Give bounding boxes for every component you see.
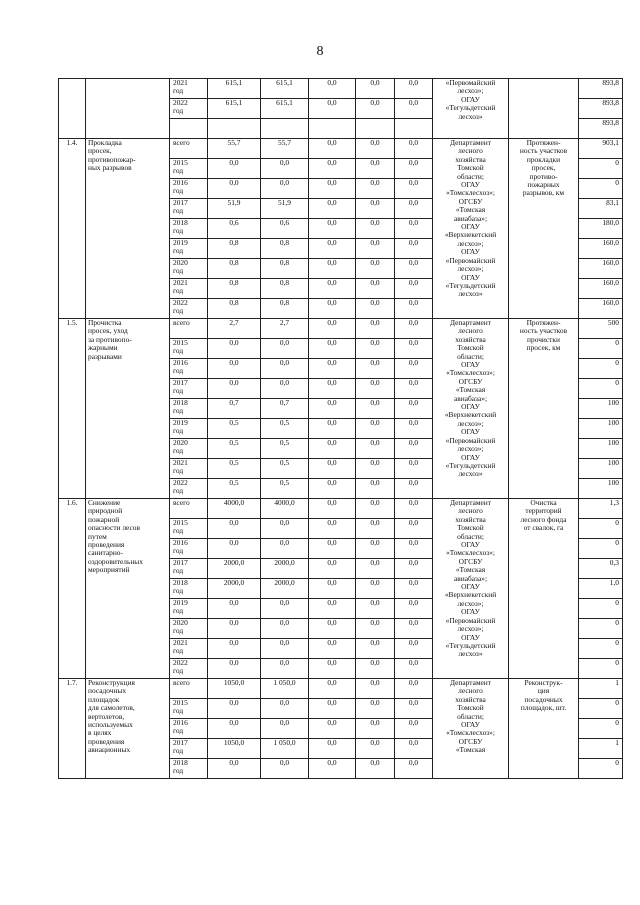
value-cell-3: 0,0 (309, 459, 356, 479)
value-cell-1: 615,1 (208, 99, 261, 119)
number-cell (59, 79, 86, 139)
year-cell: 2021 год (170, 79, 208, 99)
year-cell: 2019 год (170, 599, 208, 619)
value-cell-4: 0,0 (356, 399, 395, 419)
year-cell: 2022 год (170, 299, 208, 319)
target-cell: 1 (579, 679, 623, 699)
target-cell: 160,0 (579, 239, 623, 259)
value-cell-2: 0,0 (261, 659, 309, 679)
target-cell: 1 (579, 739, 623, 759)
indicator-cell: Протяжен- ность участков прокладки просек, противо- пожарных разрывов, км (509, 139, 579, 319)
value-cell-2: 0,0 (261, 179, 309, 199)
year-cell: всего (170, 679, 208, 699)
value-cell-3: 0,0 (309, 759, 356, 779)
value-cell-4: 0,0 (356, 699, 395, 719)
value-cell-2: 615,1 (261, 79, 309, 99)
table-body (59, 79, 623, 779)
year-cell: 2015 год (170, 159, 208, 179)
value-cell-5: 0,0 (395, 459, 433, 479)
year-cell: 2018 год (170, 759, 208, 779)
year-cell: 2020 год (170, 439, 208, 459)
target-cell: 0 (579, 699, 623, 719)
value-cell-4: 0,0 (356, 659, 395, 679)
year-cell: 2020 год (170, 619, 208, 639)
item-number-cell: 1.4. (59, 139, 86, 319)
value-cell-2: 0,8 (261, 299, 309, 319)
value-cell-1: 51,9 (208, 199, 261, 219)
year-cell: 2018 год (170, 219, 208, 239)
value-cell-3: 0,0 (309, 599, 356, 619)
value-cell-1: 0,7 (208, 399, 261, 419)
indicator-cell: Очистка территорий лесного фонда от свалок, га (509, 499, 579, 679)
value-cell-4: 0,0 (356, 379, 395, 399)
value-cell-1: 0,0 (208, 359, 261, 379)
table-row (59, 499, 623, 519)
value-cell-2: 2,7 (261, 319, 309, 339)
event-name-cell (86, 79, 170, 139)
event-name-cell: Снижение природной пожарной опасности лесов путем проведения санитарно- оздоровительных мероприятий (86, 499, 170, 679)
value-cell-5: 0,0 (395, 599, 433, 619)
value-cell-5: 0,0 (395, 259, 433, 279)
year-cell: 2017 год (170, 199, 208, 219)
value-cell-1 (208, 119, 261, 139)
value-cell-1: 0,6 (208, 219, 261, 239)
value-cell-5: 0,0 (395, 359, 433, 379)
target-cell: 500 (579, 319, 623, 339)
value-cell-3: 0,0 (309, 439, 356, 459)
year-cell: 2021 год (170, 279, 208, 299)
value-cell-5: 0,0 (395, 539, 433, 559)
year-cell: 2018 год (170, 579, 208, 599)
value-cell-4: 0,0 (356, 739, 395, 759)
year-cell: 2017 год (170, 379, 208, 399)
value-cell-1: 0,0 (208, 179, 261, 199)
value-cell-2: 0,5 (261, 439, 309, 459)
value-cell-5: 0,0 (395, 99, 433, 119)
item-number-cell: 1.7. (59, 679, 86, 779)
value-cell-4: 0,0 (356, 499, 395, 519)
value-cell-4: 0,0 (356, 359, 395, 379)
target-cell: 0 (579, 759, 623, 779)
target-cell: 100 (579, 399, 623, 419)
value-cell-2: 0,5 (261, 419, 309, 439)
target-cell: 0 (579, 719, 623, 739)
value-cell-4: 0,0 (356, 619, 395, 639)
value-cell-4: 0,0 (356, 79, 395, 99)
executor-cell: Департамент лесного хозяйства Томской области; ОГАУ «Томсклесхоз»; ОГСБУ «Томская (433, 679, 509, 779)
value-cell-3: 0,0 (309, 639, 356, 659)
value-cell-5: 0,0 (395, 399, 433, 419)
value-cell-5: 0,0 (395, 679, 433, 699)
value-cell-4: 0,0 (356, 259, 395, 279)
year-cell (170, 119, 208, 139)
value-cell-5: 0,0 (395, 439, 433, 459)
value-cell-1: 0,0 (208, 659, 261, 679)
year-cell: 2015 год (170, 519, 208, 539)
year-cell: 2022 год (170, 659, 208, 679)
target-cell: 903,1 (579, 139, 623, 159)
value-cell-4: 0,0 (356, 459, 395, 479)
target-cell: 893,8 (579, 99, 623, 119)
value-cell-3: 0,0 (309, 679, 356, 699)
target-cell: 83,1 (579, 199, 623, 219)
value-cell-1: 615,1 (208, 79, 261, 99)
target-cell: 0 (579, 639, 623, 659)
value-cell-3: 0,0 (309, 239, 356, 259)
target-cell: 0 (579, 659, 623, 679)
value-cell-2: 1 050,0 (261, 739, 309, 759)
value-cell-1: 0,0 (208, 519, 261, 539)
year-cell: всего (170, 499, 208, 519)
target-cell: 180,0 (579, 219, 623, 239)
value-cell-5: 0,0 (395, 499, 433, 519)
year-cell: 2022 год (170, 479, 208, 499)
executor-cell: Департамент лесного хозяйства Томской области; ОГАУ «Томсклесхоз»; ОГСБУ «Томская авиабаза»; ОГАУ «Верхнекетский лесхоз»; ОГАУ «Первомайский лесхоз»; ОГАУ «Тегульдетский лесхоз» (433, 499, 509, 679)
value-cell-4: 0,0 (356, 759, 395, 779)
value-cell-1: 0,0 (208, 159, 261, 179)
value-cell-3: 0,0 (309, 659, 356, 679)
value-cell-1: 0,0 (208, 759, 261, 779)
target-cell: 0 (579, 359, 623, 379)
value-cell-4: 0,0 (356, 639, 395, 659)
value-cell-1: 0,0 (208, 539, 261, 559)
value-cell-2: 1 050,0 (261, 679, 309, 699)
program-table (58, 78, 623, 779)
event-name-cell: Прочистка просек, уход за противопо- жарными разрывами (86, 319, 170, 499)
value-cell-5: 0,0 (395, 279, 433, 299)
target-cell: 0 (579, 619, 623, 639)
value-cell-4: 0,0 (356, 99, 395, 119)
value-cell-2: 0,6 (261, 219, 309, 239)
value-cell-4: 0,0 (356, 159, 395, 179)
year-cell: всего (170, 139, 208, 159)
value-cell-2: 0,0 (261, 539, 309, 559)
value-cell-5: 0,0 (395, 199, 433, 219)
year-cell: 2016 год (170, 359, 208, 379)
value-cell-2: 2000,0 (261, 579, 309, 599)
indicator-cell (509, 79, 579, 139)
year-cell: 2022 год (170, 99, 208, 119)
value-cell-3: 0,0 (309, 699, 356, 719)
value-cell-1: 0,5 (208, 459, 261, 479)
value-cell-1: 0,5 (208, 419, 261, 439)
value-cell-4: 0,0 (356, 679, 395, 699)
value-cell-5: 0,0 (395, 139, 433, 159)
target-cell: 160,0 (579, 259, 623, 279)
target-cell: 0 (579, 519, 623, 539)
event-name-cell: Прокладка просек, противопожар- ных разрывов (86, 139, 170, 319)
value-cell-5: 0,0 (395, 299, 433, 319)
value-cell-3: 0,0 (309, 219, 356, 239)
year-cell: 2016 год (170, 539, 208, 559)
value-cell-1: 0,5 (208, 439, 261, 459)
value-cell-4: 0,0 (356, 319, 395, 339)
value-cell-4 (356, 119, 395, 139)
table-row (59, 139, 623, 159)
value-cell-2: 0,8 (261, 279, 309, 299)
value-cell-5: 0,0 (395, 79, 433, 99)
value-cell-4: 0,0 (356, 219, 395, 239)
value-cell-1: 0,0 (208, 619, 261, 639)
target-cell: 160,0 (579, 299, 623, 319)
value-cell-5: 0,0 (395, 319, 433, 339)
year-cell: 2015 год (170, 699, 208, 719)
year-cell: 2017 год (170, 739, 208, 759)
value-cell-4: 0,0 (356, 479, 395, 499)
target-cell: 0 (579, 179, 623, 199)
value-cell-1: 0,0 (208, 639, 261, 659)
value-cell-5: 0,0 (395, 619, 433, 639)
value-cell-2: 0,0 (261, 599, 309, 619)
value-cell-1: 2,7 (208, 319, 261, 339)
value-cell-4: 0,0 (356, 439, 395, 459)
value-cell-3: 0,0 (309, 319, 356, 339)
target-cell: 1,0 (579, 579, 623, 599)
year-cell: 2015 год (170, 339, 208, 359)
value-cell-2: 4000,0 (261, 499, 309, 519)
value-cell-3: 0,0 (309, 579, 356, 599)
target-cell: 100 (579, 439, 623, 459)
value-cell-5: 0,0 (395, 239, 433, 259)
value-cell-4: 0,0 (356, 599, 395, 619)
value-cell-1: 0,0 (208, 699, 261, 719)
value-cell-1: 0,0 (208, 379, 261, 399)
value-cell-2: 0,0 (261, 339, 309, 359)
target-cell: 0 (579, 539, 623, 559)
value-cell-2: 0,8 (261, 239, 309, 259)
value-cell-5: 0,0 (395, 479, 433, 499)
value-cell-1: 4000,0 (208, 499, 261, 519)
value-cell-5: 0,0 (395, 759, 433, 779)
indicator-cell: Реконструк- ция посадочных площадок, шт. (509, 679, 579, 779)
value-cell-3: 0,0 (309, 619, 356, 639)
value-cell-5: 0,0 (395, 579, 433, 599)
value-cell-1: 2000,0 (208, 579, 261, 599)
value-cell-4: 0,0 (356, 539, 395, 559)
table-row (59, 319, 623, 339)
value-cell-3 (309, 119, 356, 139)
year-cell: 2016 год (170, 719, 208, 739)
value-cell-1: 0,0 (208, 719, 261, 739)
value-cell-3: 0,0 (309, 179, 356, 199)
target-cell: 893,8 (579, 119, 623, 139)
value-cell-3: 0,0 (309, 519, 356, 539)
table-row (59, 79, 623, 99)
value-cell-5: 0,0 (395, 699, 433, 719)
value-cell-2: 0,0 (261, 519, 309, 539)
target-cell: 0 (579, 339, 623, 359)
value-cell-3: 0,0 (309, 499, 356, 519)
value-cell-3: 0,0 (309, 559, 356, 579)
value-cell-1: 0,8 (208, 239, 261, 259)
value-cell-2: 0,7 (261, 399, 309, 419)
value-cell-5: 0,0 (395, 339, 433, 359)
value-cell-3: 0,0 (309, 379, 356, 399)
value-cell-1: 0,0 (208, 339, 261, 359)
value-cell-1: 1050,0 (208, 679, 261, 699)
value-cell-4: 0,0 (356, 199, 395, 219)
value-cell-3: 0,0 (309, 199, 356, 219)
year-cell: 2016 год (170, 179, 208, 199)
value-cell-2: 55,7 (261, 139, 309, 159)
target-cell: 0 (579, 159, 623, 179)
value-cell-2: 615,1 (261, 99, 309, 119)
year-cell: 2018 год (170, 399, 208, 419)
event-name-cell: Реконструкция посадочных площадок для самолетов, вертолетов, используемых в целях проведения авиационных (86, 679, 170, 779)
value-cell-4: 0,0 (356, 139, 395, 159)
value-cell-1: 0,0 (208, 599, 261, 619)
target-cell: 0 (579, 599, 623, 619)
value-cell-2: 0,5 (261, 459, 309, 479)
value-cell-2: 0,0 (261, 379, 309, 399)
value-cell-5: 0,0 (395, 739, 433, 759)
value-cell-5: 0,0 (395, 179, 433, 199)
value-cell-5: 0,0 (395, 419, 433, 439)
value-cell-5: 0,0 (395, 559, 433, 579)
value-cell-3: 0,0 (309, 159, 356, 179)
value-cell-1: 0,8 (208, 259, 261, 279)
executor-cell: Департамент лесного хозяйства Томской области; ОГАУ «Томсклесхоз»; ОГСБУ «Томская авиабаза»; ОГАУ «Верхнекетский лесхоз»; ОГАУ «Первомайский лесхоз»; ОГАУ «Тегульдетский лесхоз» (433, 139, 509, 319)
value-cell-4: 0,0 (356, 579, 395, 599)
year-cell: 2017 год (170, 559, 208, 579)
executor-cell: «Первомайский лесхоз»; ОГАУ «Тегульдетский лесхоз» (433, 79, 509, 139)
target-cell: 160,0 (579, 279, 623, 299)
value-cell-5: 0,0 (395, 639, 433, 659)
value-cell-4: 0,0 (356, 279, 395, 299)
year-cell: всего (170, 319, 208, 339)
value-cell-4: 0,0 (356, 239, 395, 259)
target-cell: 100 (579, 479, 623, 499)
value-cell-4: 0,0 (356, 179, 395, 199)
value-cell-1: 1050,0 (208, 739, 261, 759)
value-cell-3: 0,0 (309, 279, 356, 299)
value-cell-3: 0,0 (309, 739, 356, 759)
value-cell-5: 0,0 (395, 719, 433, 739)
value-cell-2: 0,0 (261, 159, 309, 179)
year-cell: 2021 год (170, 459, 208, 479)
value-cell-3: 0,0 (309, 719, 356, 739)
value-cell-3: 0,0 (309, 79, 356, 99)
value-cell-2: 0,0 (261, 759, 309, 779)
value-cell-3: 0,0 (309, 259, 356, 279)
value-cell-2: 0,0 (261, 619, 309, 639)
value-cell-3: 0,0 (309, 359, 356, 379)
year-cell: 2020 год (170, 259, 208, 279)
target-cell: 100 (579, 419, 623, 439)
value-cell-2: 0,8 (261, 259, 309, 279)
value-cell-2: 2000,0 (261, 559, 309, 579)
value-cell-2: 0,0 (261, 639, 309, 659)
year-cell: 2019 год (170, 239, 208, 259)
page-number: 8 (316, 44, 324, 59)
value-cell-5: 0,0 (395, 159, 433, 179)
executor-cell: Департамент лесного хозяйства Томской области; ОГАУ «Томсклесхоз»; ОГСБУ «Томская авиабаза»; ОГАУ «Верхнекетский лесхоз»; ОГАУ «Первомайский лесхоз»; ОГАУ «Тегульдетский лесхоз» (433, 319, 509, 499)
value-cell-1: 2000,0 (208, 559, 261, 579)
value-cell-5: 0,0 (395, 659, 433, 679)
value-cell-1: 55,7 (208, 139, 261, 159)
item-number-cell: 1.6. (59, 499, 86, 679)
value-cell-3: 0,0 (309, 419, 356, 439)
target-cell: 1,3 (579, 499, 623, 519)
target-cell: 100 (579, 459, 623, 479)
value-cell-4: 0,0 (356, 419, 395, 439)
value-cell-3: 0,0 (309, 479, 356, 499)
value-cell-2: 0,0 (261, 359, 309, 379)
value-cell-1: 0,5 (208, 479, 261, 499)
value-cell-5 (395, 119, 433, 139)
value-cell-2 (261, 119, 309, 139)
value-cell-4: 0,0 (356, 519, 395, 539)
value-cell-3: 0,0 (309, 399, 356, 419)
value-cell-2: 0,0 (261, 699, 309, 719)
target-cell: 0 (579, 379, 623, 399)
value-cell-5: 0,0 (395, 519, 433, 539)
target-cell: 0,3 (579, 559, 623, 579)
value-cell-3: 0,0 (309, 539, 356, 559)
value-cell-2: 51,9 (261, 199, 309, 219)
item-number-cell: 1.5. (59, 319, 86, 499)
value-cell-3: 0,0 (309, 339, 356, 359)
value-cell-4: 0,0 (356, 299, 395, 319)
value-cell-3: 0,0 (309, 299, 356, 319)
value-cell-1: 0,8 (208, 299, 261, 319)
value-cell-3: 0,0 (309, 99, 356, 119)
value-cell-4: 0,0 (356, 559, 395, 579)
value-cell-5: 0,0 (395, 379, 433, 399)
indicator-cell: Протяжен- ность участков прочистки просек, км (509, 319, 579, 499)
value-cell-3: 0,0 (309, 139, 356, 159)
value-cell-2: 0,0 (261, 719, 309, 739)
value-cell-4: 0,0 (356, 339, 395, 359)
target-cell: 893,8 (579, 79, 623, 99)
value-cell-5: 0,0 (395, 219, 433, 239)
value-cell-4: 0,0 (356, 719, 395, 739)
value-cell-2: 0,5 (261, 479, 309, 499)
year-cell: 2021 год (170, 639, 208, 659)
table-row (59, 679, 623, 699)
year-cell: 2019 год (170, 419, 208, 439)
value-cell-1: 0,8 (208, 279, 261, 299)
